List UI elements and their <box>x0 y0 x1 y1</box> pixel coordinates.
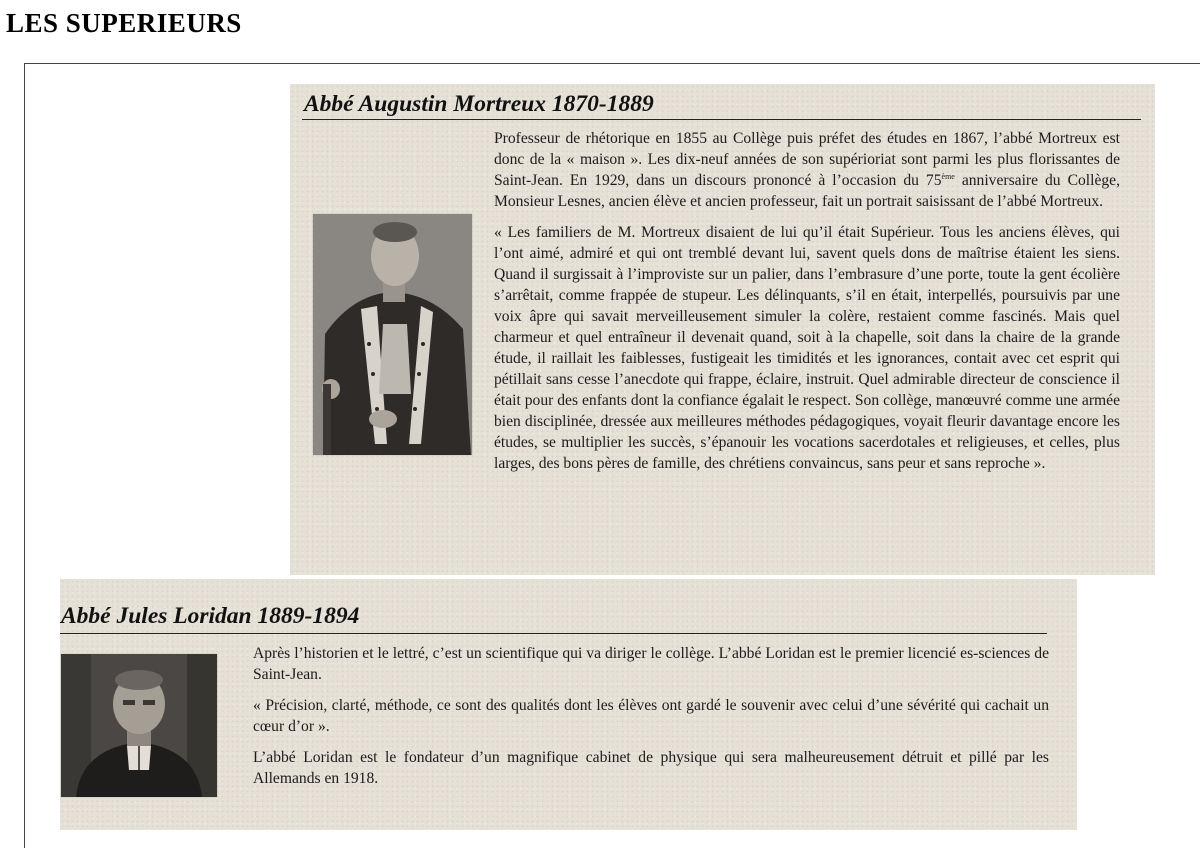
intro-text-part-a: Professeur de rhétorique en 1855 au Collège puis préfet des études en 1867, l’abbé Mortreux est donc de la « maison ». Les dix-neuf années de son supérioriat sont parmi les plus florissantes de Saint-Jean. En 1929, dans un discours prononcé à l’occasion du 75 <box>494 130 1120 189</box>
biography-text <box>494 128 1120 484</box>
quote-paragraph: « Les familiers de M. Mortreux disaient de lui qu’il était Supérieur. Tous les anciens élèves, qui l’ont aimé, admiré et qui ont tremblé devant lui, savent quels dons de maîtrise étaient les siens. Quand il surgissait à l’improviste sur un palier, dans l’embrasure d’une porte, toute la gent écolière s’arrêtait, comme frappée de stupeur. Les délinquants, s’il en était, interpellés, poursuivis par une voix âpre qui savait merveilleusement simuler la colère, restaient comme fascinés. Mais quel charmeur et quel entraîneur il devenait quand, soit à la chapelle, soit dans la chaire de la grande étude, il raillait les faiblesses, fustigeait les timidités et les ignorances, contait avec cet esprit qui pétillait sans cesse l’anecdote qui frappe, éclaire, instruit. Quel admirable directeur de conscience il était pour des enfants dont la confiance égalait le respect. Son collège, manœuvré comme une armée bien disciplinée, dressée aux meilleures méthodes pédagogiques, voyait fleurir davantage encore les études, se multiplier les succès, s’épanouir les vocations sacerdotales et religieuses, et celles, plus larges, des bons pères de famille, des chrétiens convaincus, sans peur et sans reproche ». <box>494 224 1120 472</box>
title-underline <box>302 119 1141 120</box>
page-title: LES SUPERIEURS <box>6 8 242 38</box>
intro-paragraph <box>494 128 1120 212</box>
biography-text <box>253 643 1049 799</box>
portrait-photo-loridan <box>61 654 217 797</box>
portrait-image <box>61 654 217 797</box>
ordinal-superscript: ème <box>941 172 955 181</box>
title-underline <box>60 633 1047 634</box>
card-title: Abbé Jules Loridan 1889-1894 <box>61 603 360 629</box>
quote-paragraph: « Précision, clarté, méthode, ce sont des qualités dont les élèves ont gardé le souvenir avec celui d’une sévérité qui cachait un cœur d’or ». <box>253 697 1049 735</box>
intro-text-part-b: anniversaire du Collège, Monsieur Lesnes, ancien élève et ancien professeur, fait un portrait saisissant de l’abbé Mortreux. <box>494 172 1120 210</box>
closing-paragraph: L’abbé Loridan est le fondateur d’un magnifique cabinet de physique qui sera malheureusement détruit et pillé par les Allemands en 1918. <box>253 749 1049 787</box>
portrait-photo-mortreux <box>313 214 472 455</box>
intro-paragraph: Après l’historien et le lettré, c’est un scientifique qui va diriger le collège. L’abbé Loridan est le premier licencié es-sciences de Saint-Jean. <box>253 645 1049 683</box>
biography-card-loridan <box>60 579 1077 830</box>
card-title: Abbé Augustin Mortreux 1870-1889 <box>304 91 654 117</box>
portrait-image <box>313 214 472 455</box>
biography-card-mortreux <box>290 84 1155 575</box>
